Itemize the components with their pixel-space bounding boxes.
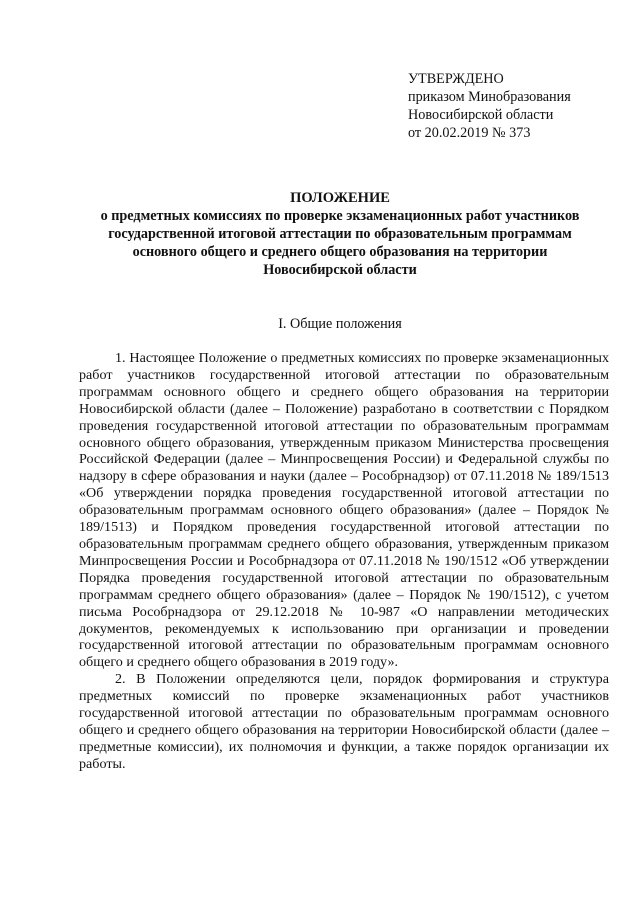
document-title: ПОЛОЖЕНИЕ [290, 190, 390, 206]
paragraph-1: 1. Настоящее Положение о предметных комиссиях по проверке экзаменационных работ участников государственной итоговой аттестации по образовательным программам основного общего и среднего общего образования на территории Новосибирской области (далее – Положение) разработано в соответствии с Порядком проведения государственной итоговой аттестации по образовательным программам основного общего образования, утвержденным приказом Министерства просвещения Российской Федерации (далее – Минпросвещения России) и Федеральной службы по надзору в сфере образования и науки (далее – Рособрнадзор) от 07.11.2018 № 189/1513 «Об утверждении порядка проведения государственной итоговой аттестации по образовательным программам основного общего образования» (далее – Порядок № 189/1513) и Порядком проведения государственной итоговой аттестации по образовательным программам среднего общего образования, утвержденным приказом Минпросвещения России и Рособрнадзора от 07.11.2018 № 190/1512 «Об утверждении Порядка проведения государственной итоговой аттестации по образовательным программам среднего общего образования» (далее – Порядок № 190/1512), с учетом письма Рособрнадзора от 29.12.2018 № 10-987 «О направлении методических документов, рекомендуемых к использованию при организации и проведении государственной итоговой аттестации по образовательным программам основного общего и среднего общего образования в 2019 году». [79, 350, 609, 671]
approval-date: от 20.02.2019 № 373 [408, 125, 531, 141]
paragraph-2: 2. В Положении определяются цели, порядок формирования и структура предметных комиссий по проверке экзаменационных работ участников государственной итоговой аттестации по образовательным программам основного общего и среднего общего образования на территории Новосибирской области (далее – предметные комиссии), их полномочия и функции, а также порядок организации их работы. [79, 671, 609, 772]
document-subtitle-line: Новосибирской области [263, 262, 417, 278]
document-subtitle-line: государственной итоговой аттестации по образовательным программам [108, 226, 572, 242]
section-heading: I. Общие положения [278, 316, 402, 332]
document-title-block [70, 189, 610, 279]
document-body [79, 350, 609, 773]
approval-line: УТВЕРЖДЕНО [408, 71, 504, 87]
approval-line: Новосибирской области [408, 107, 554, 123]
approval-stamp [408, 70, 618, 142]
document-subtitle-line: о предметных комиссиях по проверке экзаменационных работ участников [100, 208, 580, 224]
document-subtitle-line: основного общего и среднего общего образования на территории [132, 244, 548, 260]
approval-line: приказом Минобразования [408, 89, 571, 105]
